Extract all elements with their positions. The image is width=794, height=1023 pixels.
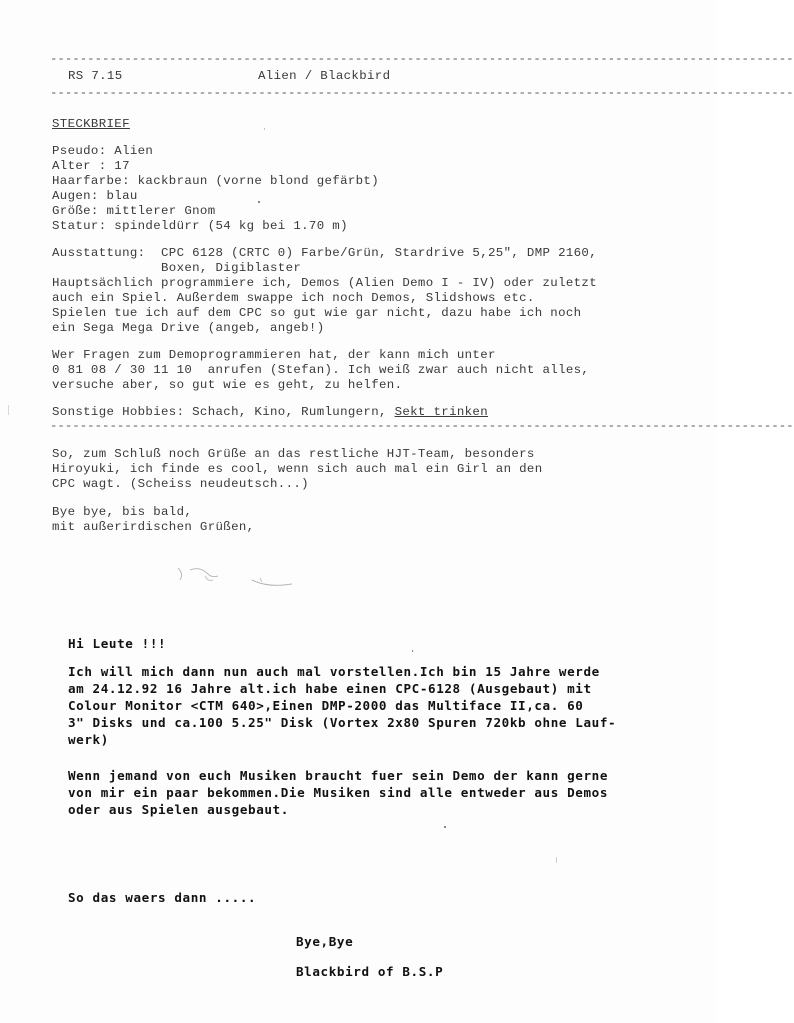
greeting-line: So, zum Schluß noch Grüße an das restliche HJT-Team, besonders <box>52 447 535 461</box>
greeting-line: CPC wagt. (Scheiss neudeutsch...) <box>52 477 309 491</box>
bye-line: Bye bye, bis bald, <box>52 505 193 519</box>
hobbies-line <box>52 405 488 420</box>
contact-line: Wer Fragen zum Demoprogrammieren hat, der kann mich unter <box>52 348 496 362</box>
header-title: Alien / Blackbird <box>258 69 391 83</box>
blackbird-signature: Blackbird of B.S.P <box>296 964 444 979</box>
header-code: RS 7.15 <box>68 69 123 83</box>
scan-speck <box>258 201 260 203</box>
blackbird-intro-line: am 24.12.92 16 Jahre alt.ich habe einen CPC-6128 (Ausgebaut) mit <box>68 681 592 696</box>
profile-line: Größe: mittlerer Gnom <box>52 204 216 218</box>
equipment-line: Ausstattung: CPC 6128 (CRTC 0) Farbe/Grün, Stardrive 5,25", DMP 2160, <box>52 246 597 260</box>
blackbird-music-line: von mir ein paar bekommen.Die Musiken sind alle entweder aus Demos <box>68 785 609 800</box>
profile-heading: STECKBRIEF <box>52 117 130 131</box>
equipment-line: Spielen tue ich auf dem CPC so gut wie gar nicht, dazu habe ich noch <box>52 306 582 320</box>
scan-speck <box>8 405 9 415</box>
handwritten-signature <box>160 560 300 600</box>
header-bottom-rule: ---------------------------------------------------------------------------------------------------- <box>50 86 794 100</box>
scan-speck <box>264 128 265 130</box>
blackbird-intro-line: 3" Disks und ca.100 5.25" Disk (Vortex 2x80 Spuren 720kb ohne Lauf- <box>68 715 617 730</box>
contact-line: 0 81 08 / 30 11 10 anrufen (Stefan). Ich weiß zwar auch nicht alles, <box>52 363 590 377</box>
greeting-line: Hiroyuki, ich finde es cool, wenn sich auch mal ein Girl an den <box>52 462 543 476</box>
header-top-rule: ---------------------------------------------------------------------------------------------------- <box>50 52 794 66</box>
profile-line: Alter : 17 <box>52 159 130 173</box>
bye-line: mit außerirdischen Grüßen, <box>52 520 255 534</box>
hobbies-rule: ---------------------------------------------------------------------------------------------------- <box>50 419 794 433</box>
blackbird-intro-line: Ich will mich dann nun auch mal vorstellen.Ich bin 15 Jahre werde <box>68 664 600 679</box>
hobbies-underlined: Sekt trinken <box>394 405 489 419</box>
profile-line: Statur: spindeldürr (54 kg bei 1.70 m) <box>52 219 348 233</box>
profile-line: Haarfarbe: kackbraun (vorne blond gefärbt) <box>52 174 379 188</box>
blackbird-music-line: oder aus Spielen ausgebaut. <box>68 802 289 817</box>
scan-speck <box>412 650 413 652</box>
blackbird-bye: Bye,Bye <box>296 934 354 949</box>
equipment-line: auch ein Spiel. Außerdem swappe ich noch Demos, Slidshows etc. <box>52 291 535 305</box>
blackbird-closing: So das waers dann ..... <box>68 890 257 905</box>
blackbird-intro-line: werk) <box>68 732 109 747</box>
equipment-line: Hauptsächlich programmiere ich, Demos (Alien Demo I - IV) oder zuletzt <box>52 276 597 290</box>
equipment-line: Boxen, Digiblaster <box>52 261 302 275</box>
scan-speck <box>556 857 557 863</box>
blackbird-music-line: Wenn jemand von euch Musiken braucht fuer sein Demo der kann gerne <box>68 768 609 783</box>
blackbird-intro-line: Colour Monitor <CTM 640>,Einen DMP-2000 das Multiface II,ca. 60 <box>68 698 584 713</box>
profile-line: Augen: blau <box>52 189 138 203</box>
hobbies-text: Sonstige Hobbies: Schach, Kino, Rumlungern, <box>52 405 395 419</box>
equipment-line: ein Sega Mega Drive (angeb, angeb!) <box>52 321 325 335</box>
profile-line: Pseudo: Alien <box>52 144 154 158</box>
scan-speck <box>444 826 446 828</box>
blackbird-hello: Hi Leute !!! <box>68 636 167 651</box>
contact-line: versuche aber, so gut wie es geht, zu helfen. <box>52 378 403 392</box>
